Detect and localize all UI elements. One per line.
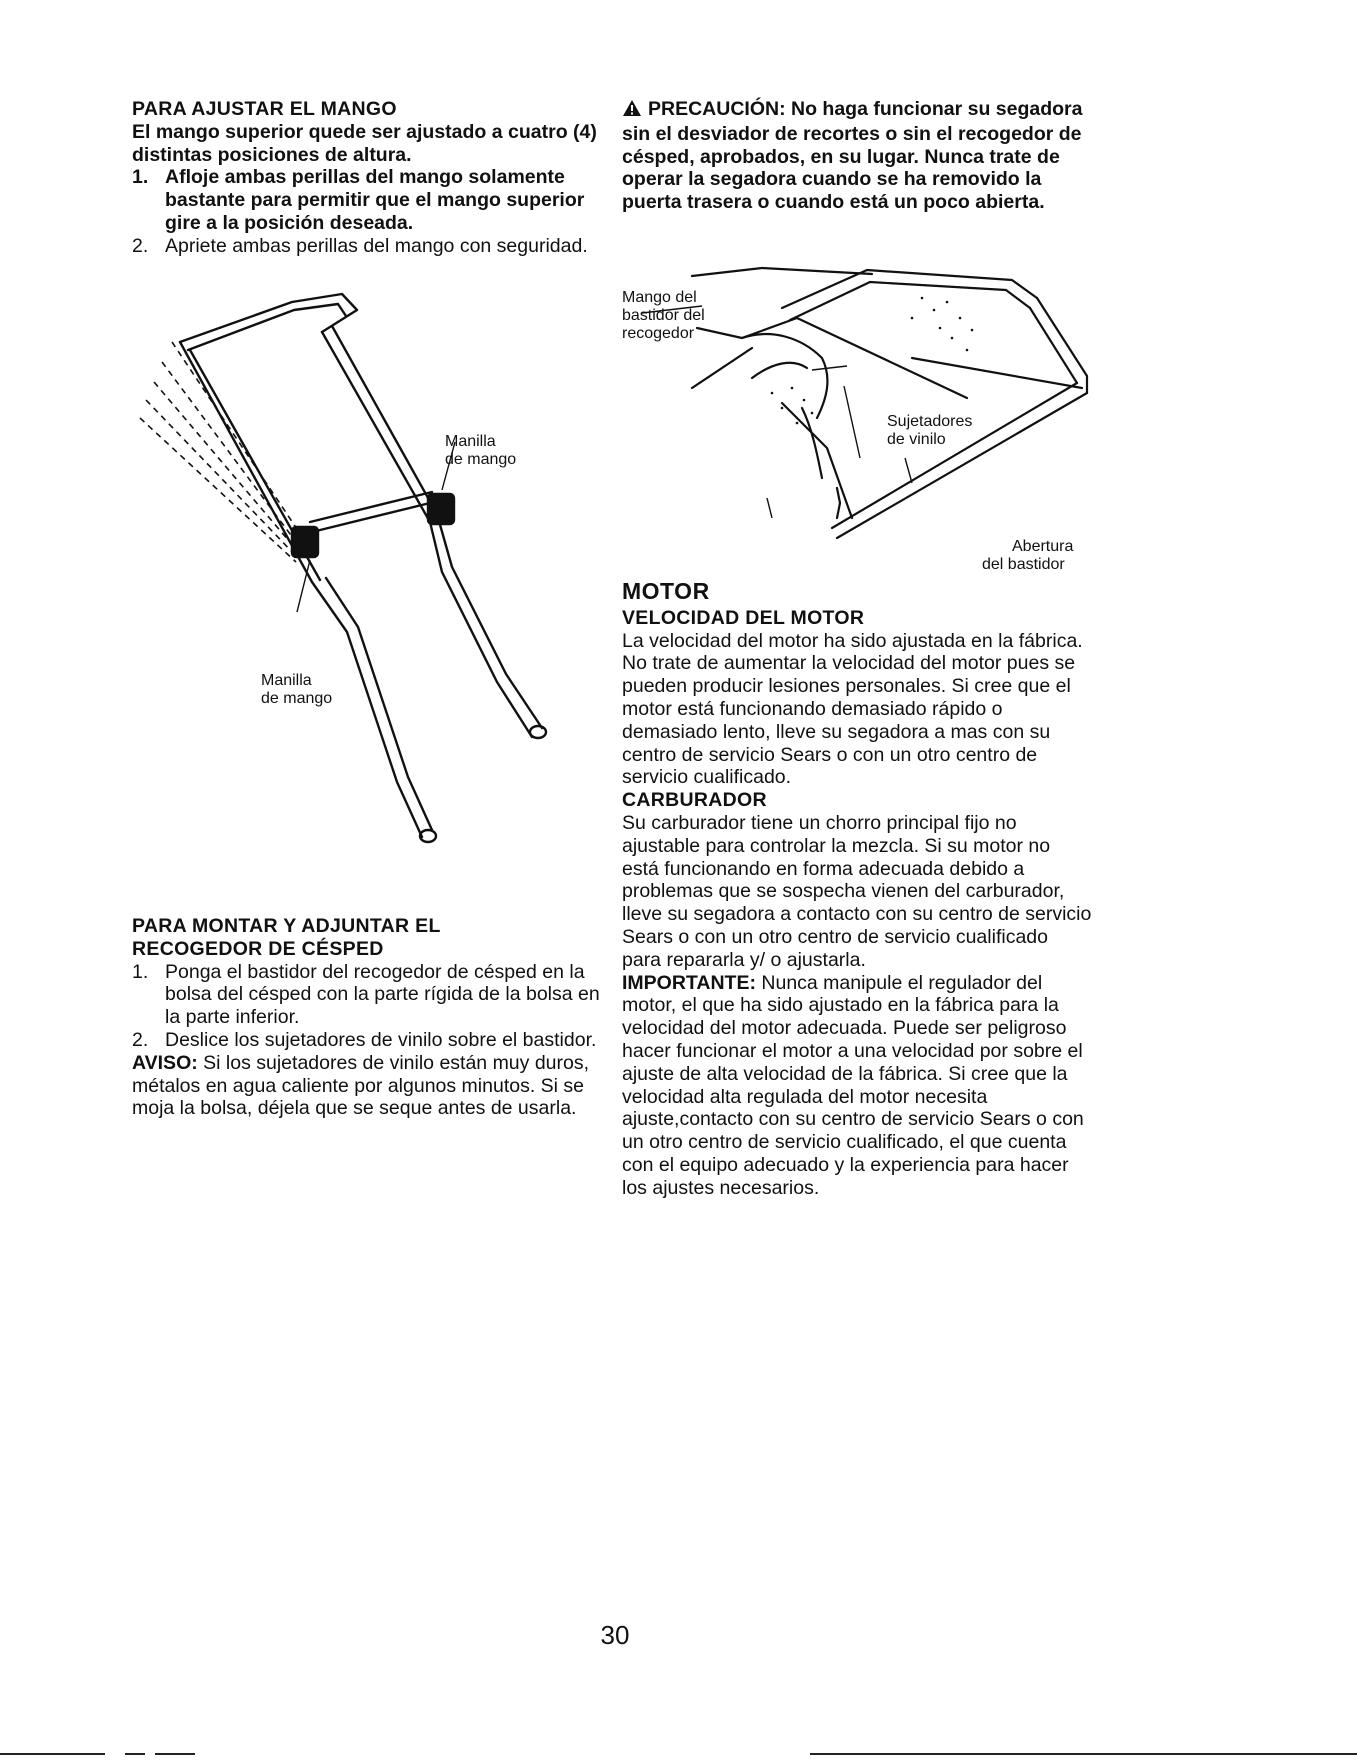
knob-label-upper	[445, 433, 516, 469]
knob-label-lower	[261, 672, 332, 708]
label-line: Mango del	[622, 289, 697, 306]
label-line: recogedor	[622, 325, 695, 342]
label-line: Sujetadores	[887, 413, 973, 430]
caution-paragraph	[622, 98, 1092, 214]
footer-rule	[810, 1753, 1357, 1755]
notice-label: AVISO:	[132, 1051, 198, 1074]
label-line: bastidor del	[622, 307, 705, 324]
handle-step	[132, 235, 602, 258]
label-line: Manilla	[261, 672, 312, 689]
page-number: 30	[600, 1620, 630, 1650]
important-label: IMPORTANTE:	[622, 971, 756, 994]
label-line: de mango	[445, 451, 517, 468]
catcher-step	[132, 1029, 602, 1052]
step-text: Afloje ambas perillas del mango solamente bastante para permitir que el mango superior gire a la posición deseada.	[165, 166, 585, 234]
catcher-section	[132, 915, 602, 1120]
frame-handle-label	[622, 289, 705, 343]
label-line: Manilla	[445, 433, 496, 450]
caution-text: No haga funcionar su segadora sin el desviador de recortes o sin el recogedor de césped, aprobados, en su lugar. Nunca trate de operar la segadora cuando se ha removido la puerta trasera o cuando está un poco abierta.	[622, 98, 1083, 214]
warning-triangle-icon	[622, 99, 642, 123]
footer-rule	[155, 1753, 195, 1755]
important-text: Nunca manipule el regulador del motor, el que ha sido ajustado en la fábrica para la velocidad del motor adecuada. Puede ser peligroso hacer funcionar el motor a una velocidad por sobre el ajuste de alta velocidad de la fábrica. Si cree que la velocidad alta regulada del motor necesita ajuste,contacto con su centro de servicio Sears o con un otro centro de servicio cualificado, el que cuenta con el equipo adecuado y la experiencia para hacer los ajustes necesarios.	[622, 971, 1084, 1199]
step-number: 2.	[132, 234, 149, 257]
caution-label: PRECAUCIÓN:	[648, 98, 786, 120]
caution-block	[622, 98, 1092, 214]
notice-text: Si los sujetadores de vinilo están muy duros, métalos en agua caliente por algunos minutos. Si se moja la bolsa, déjela que se seque antes de usarla.	[132, 1051, 590, 1120]
handle-steps	[132, 166, 602, 257]
label-line: del bastidor	[982, 556, 1065, 573]
vinyl-clips-label	[887, 413, 972, 449]
handle-step	[132, 166, 602, 234]
step-number: 2.	[132, 1028, 149, 1051]
motor-title: MOTOR	[622, 578, 710, 604]
step-text: Apriete ambas perillas del mango con seguridad.	[165, 234, 588, 257]
step-text: Ponga el bastidor del recogedor de césped en la bolsa del césped con la parte rígida de la bolsa en la parte inferior.	[165, 960, 600, 1029]
footer-rule	[0, 1753, 105, 1755]
motor-section	[622, 580, 1092, 1200]
title-line: RECOGEDOR DE CÉSPED	[132, 937, 384, 960]
engine-speed-text: La velocidad del motor ha sido ajustada en la fábrica. No trate de aumentar la velocidad del motor pues se pueden producir lesiones personales. Si cree que el motor está funcionando demasiado rápido o demasiado lento, lleve su segadora a mas con su centro de servicio Sears o con un otro centro de servicio cualificado.	[622, 629, 1083, 789]
handle-adjust-figure	[132, 282, 612, 862]
title-line: PARA MONTAR Y ADJUNTAR EL	[132, 915, 441, 937]
catcher-notice	[132, 1052, 602, 1120]
mower-handle-illustration	[132, 282, 612, 862]
engine-speed-title: VELOCIDAD DEL MOTOR	[622, 606, 865, 629]
catcher-step	[132, 961, 602, 1029]
label-line: Abertura	[1012, 538, 1074, 555]
catcher-steps	[132, 961, 602, 1052]
carburetor-title: CARBURADOR	[622, 789, 767, 812]
step-text: Deslice los sujetadores de vinilo sobre el bastidor.	[165, 1028, 597, 1051]
handle-section-title: PARA AJUSTAR EL MANGO	[132, 98, 397, 120]
label-line: de mango	[261, 690, 333, 707]
step-number: 1.	[132, 166, 149, 189]
step-number: 1.	[132, 960, 149, 983]
footer-rule	[125, 1753, 145, 1755]
catcher-section-title	[132, 915, 602, 961]
handle-section-intro: El mango superior quede ser ajustado a cuatro (4) distintas posiciones de altura.	[132, 120, 597, 166]
important-note	[622, 972, 1092, 1200]
frame-opening-label	[982, 538, 1074, 574]
label-line: de vinilo	[887, 431, 946, 448]
handle-section	[132, 98, 602, 258]
carburetor-text: Su carburador tiene un chorro principal fijo no ajustable para controlar la mezcla. Si su motor no está funcionando en forma adecuada debido a problemas que se sospecha vienen del carburador, lleve su segadora a contacto con su centro de servicio Sears o con un otro centro de servicio cualificado para repararla y/ o ajustarla.	[622, 811, 1092, 971]
